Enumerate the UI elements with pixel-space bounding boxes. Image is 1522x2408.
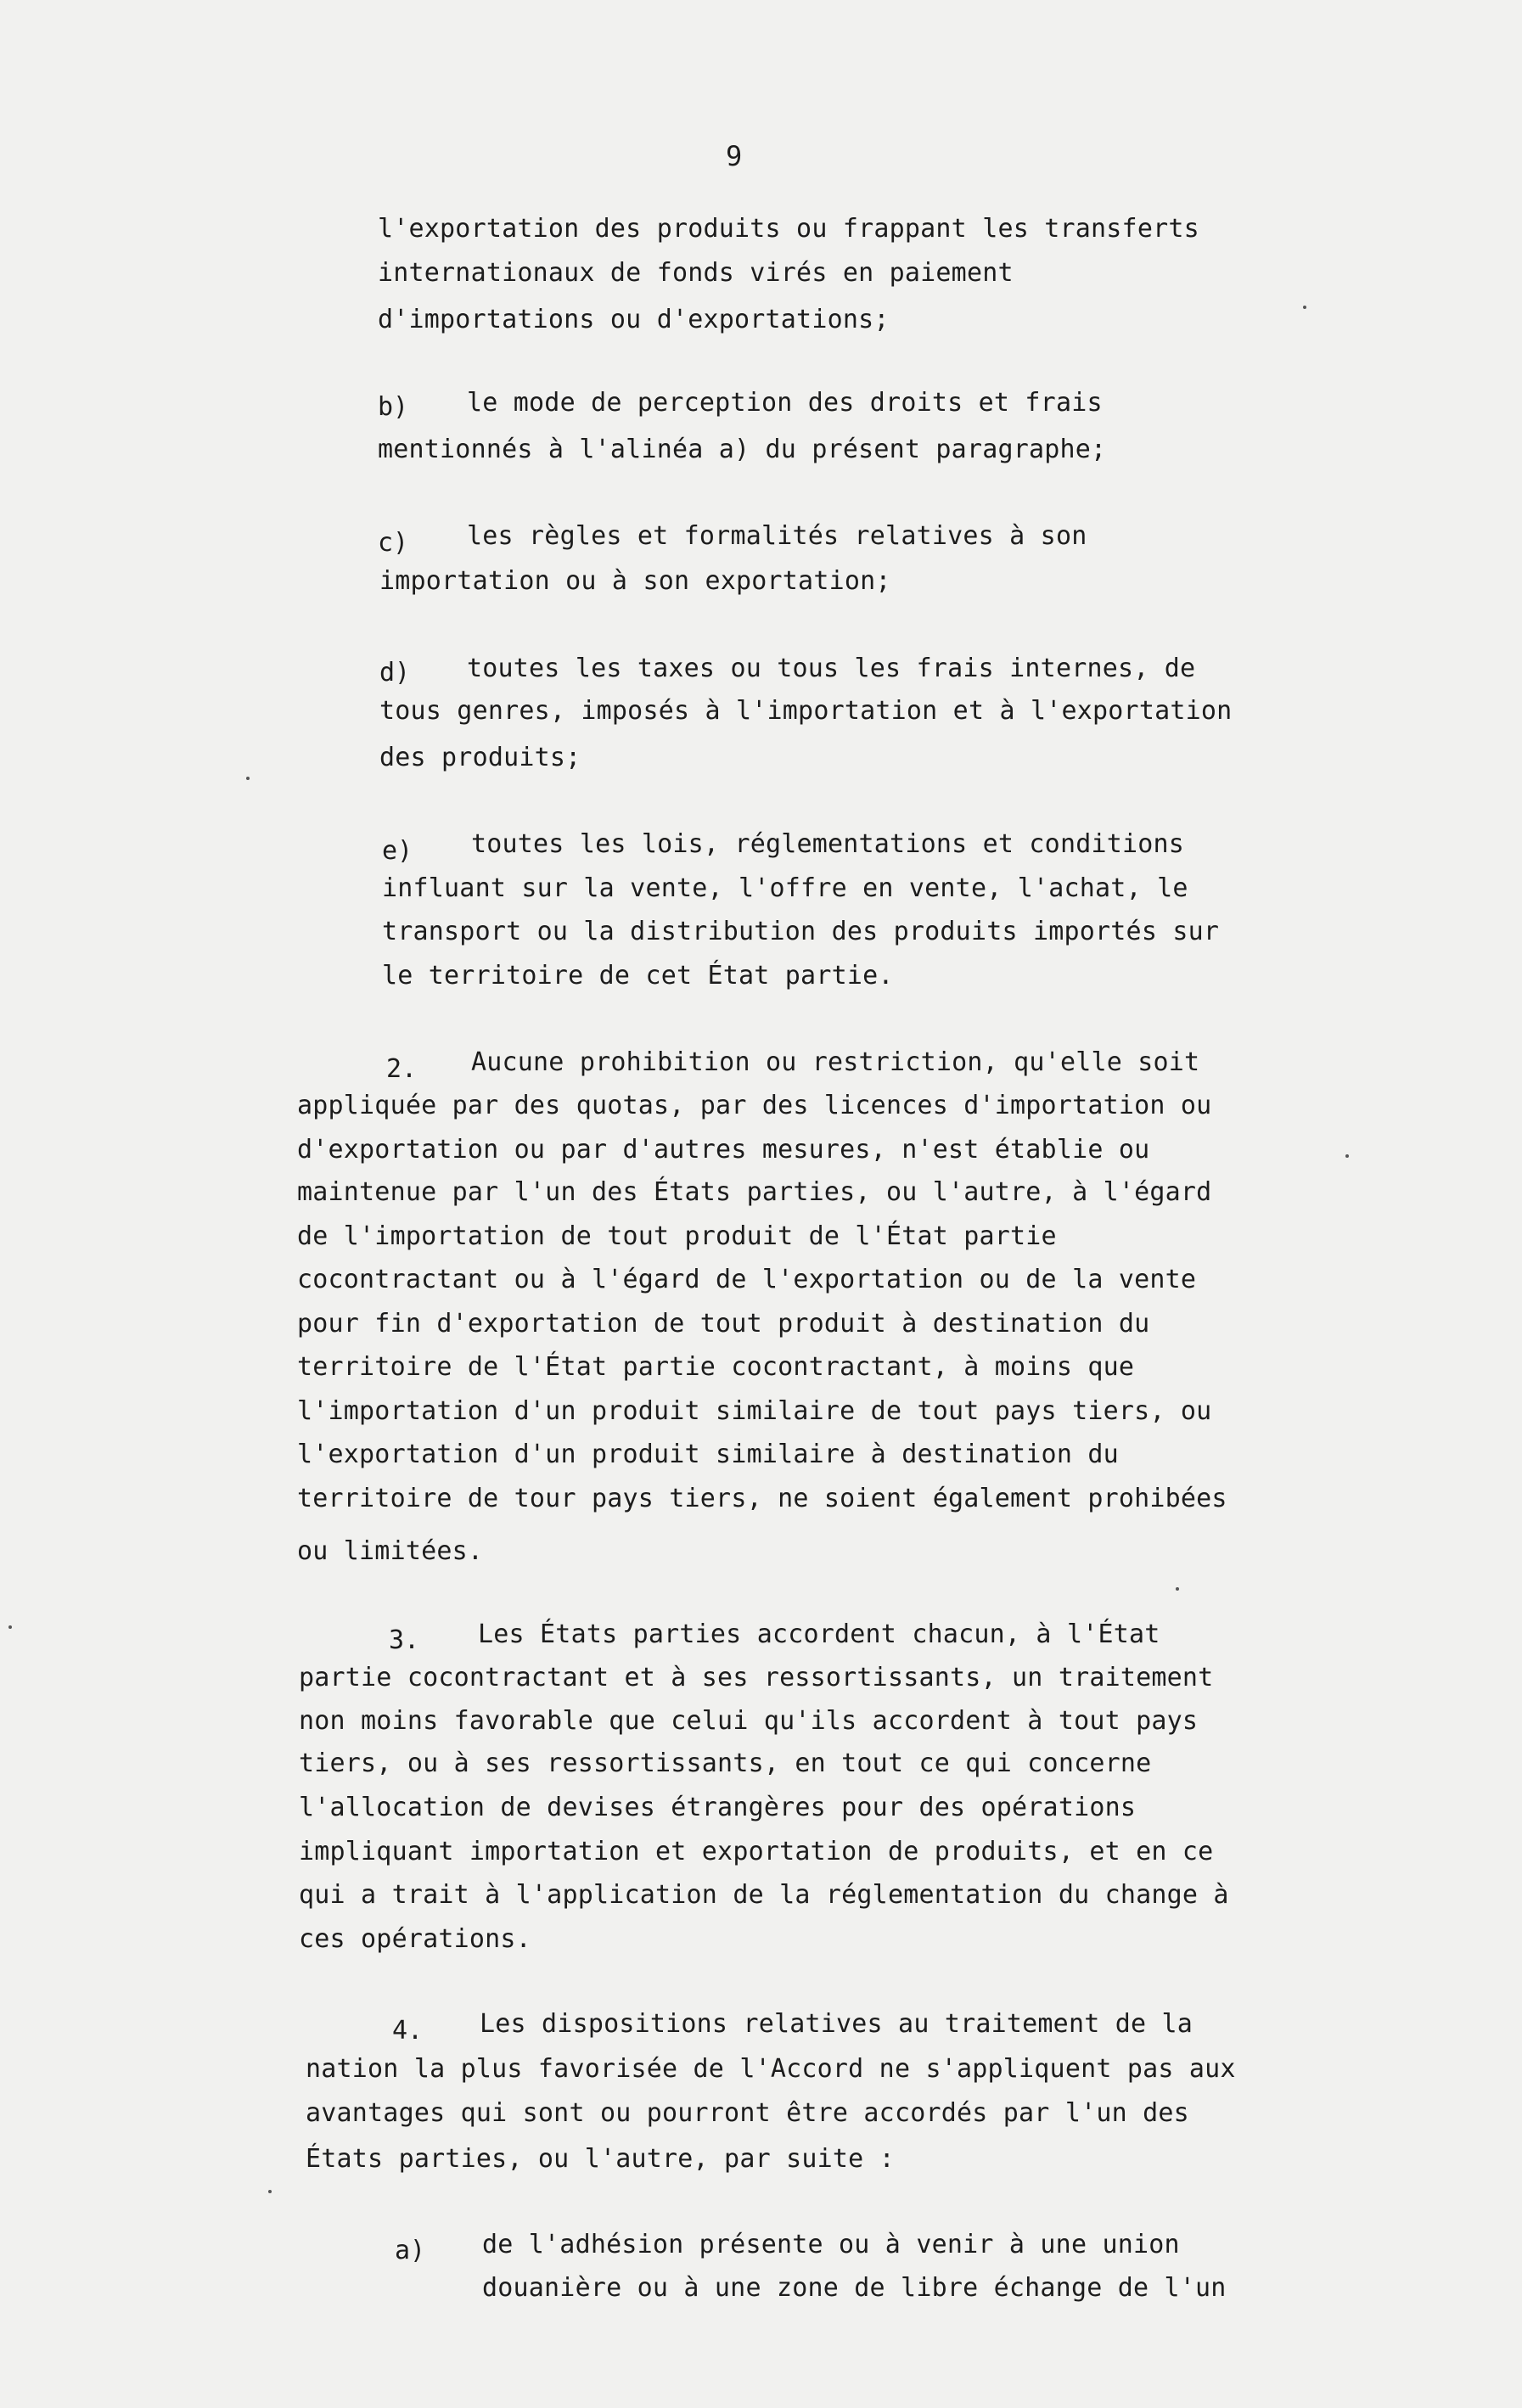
- text-line: Les dispositions relatives au traitement de la: [480, 2009, 1193, 2039]
- page-number: 9: [726, 140, 743, 172]
- paragraph-number-4: 4.: [392, 2016, 424, 2046]
- item-marker-b: b): [378, 392, 409, 422]
- text-line: importation ou à son exportation;: [379, 566, 891, 596]
- text-line: des produits;: [379, 743, 581, 772]
- text-line: partie cocontractant et à ses ressortissants, un traitement: [299, 1663, 1214, 1692]
- text-line: internationaux de fonds virés en paiement: [378, 258, 1014, 288]
- paragraph-number-3: 3.: [389, 1625, 420, 1655]
- text-line: douanière ou à une zone de libre échange de l'un: [482, 2273, 1227, 2303]
- item-marker-e: e): [382, 836, 413, 866]
- text-line: l'importation d'un produit similaire de tout pays tiers, ou: [297, 1396, 1212, 1426]
- text-line: le mode de perception des droits et frais: [467, 388, 1103, 418]
- text-line: mentionnés à l'alinéa a) du présent paragraphe;: [378, 435, 1107, 464]
- text-line: ces opérations.: [299, 1924, 531, 1954]
- text-line: tous genres, imposés à l'importation et à l'exportation: [379, 696, 1233, 726]
- text-line: les règles et formalités relatives à son: [467, 521, 1087, 551]
- item-marker-d: d): [379, 658, 411, 688]
- text-line: pour fin d'exportation de tout produit à destination du: [297, 1309, 1150, 1339]
- text-line: non moins favorable que celui qu'ils accordent à tout pays: [299, 1706, 1199, 1736]
- text-line: toutes les taxes ou tous les frais internes, de: [467, 654, 1196, 683]
- scan-speck: [1303, 306, 1306, 309]
- scan-speck: [246, 777, 250, 780]
- text-line: de l'adhésion présente ou à venir à une union: [482, 2230, 1180, 2259]
- text-line: maintenue par l'un des États parties, ou l'autre, à l'égard: [297, 1177, 1212, 1207]
- text-line: d'importations ou d'exportations;: [378, 305, 890, 334]
- text-line: cocontractant ou à l'égard de l'exportation ou de la vente: [297, 1265, 1197, 1294]
- scan-speck: [8, 1625, 12, 1629]
- item-marker-c: c): [378, 528, 409, 558]
- text-line: nation la plus favorisée de l'Accord ne s'appliquent pas aux: [306, 2054, 1236, 2084]
- text-line: transport ou la distribution des produits importés sur: [382, 917, 1220, 946]
- text-line: influant sur la vente, l'offre en vente, l'achat, le: [382, 873, 1188, 903]
- text-line: avantages qui sont ou pourront être accordés par l'un des: [306, 2098, 1189, 2128]
- scan-speck: [268, 2190, 272, 2193]
- item-marker-a: a): [395, 2236, 426, 2265]
- paragraph-number-2: 2.: [386, 1054, 418, 1084]
- text-line: qui a trait à l'application de la réglementation du change à: [299, 1880, 1229, 1910]
- text-line: tiers, ou à ses ressortissants, en tout ce qui concerne: [299, 1748, 1152, 1778]
- text-line: de l'importation de tout produit de l'État partie: [297, 1221, 1057, 1251]
- text-line: impliquant importation et exportation de produits, et en ce: [299, 1837, 1214, 1866]
- text-line: États parties, ou l'autre, par suite :: [306, 2144, 895, 2174]
- text-line: Les États parties accordent chacun, à l'État: [478, 1619, 1160, 1649]
- text-line: l'exportation des produits ou frappant les transferts: [378, 214, 1199, 244]
- text-line: l'allocation de devises étrangères pour des opérations: [299, 1793, 1137, 1822]
- text-line: Aucune prohibition ou restriction, qu'elle soit: [471, 1047, 1200, 1077]
- text-line: d'exportation ou par d'autres mesures, n'est établie ou: [297, 1135, 1150, 1165]
- scan-speck: [1176, 1587, 1179, 1591]
- text-line: territoire de tour pays tiers, ne soient également prohibées: [297, 1484, 1227, 1513]
- text-line: l'exportation d'un produit similaire à destination du: [297, 1440, 1119, 1469]
- text-line: territoire de l'État partie cocontractant, à moins que: [297, 1352, 1135, 1382]
- scan-speck: [1345, 1154, 1349, 1158]
- text-line: le territoire de cet État partie.: [382, 961, 894, 991]
- text-line: ou limitées.: [297, 1536, 484, 1566]
- text-line: toutes les lois, réglementations et conditions: [471, 829, 1185, 859]
- text-line: appliquée par des quotas, par des licences d'importation ou: [297, 1091, 1212, 1120]
